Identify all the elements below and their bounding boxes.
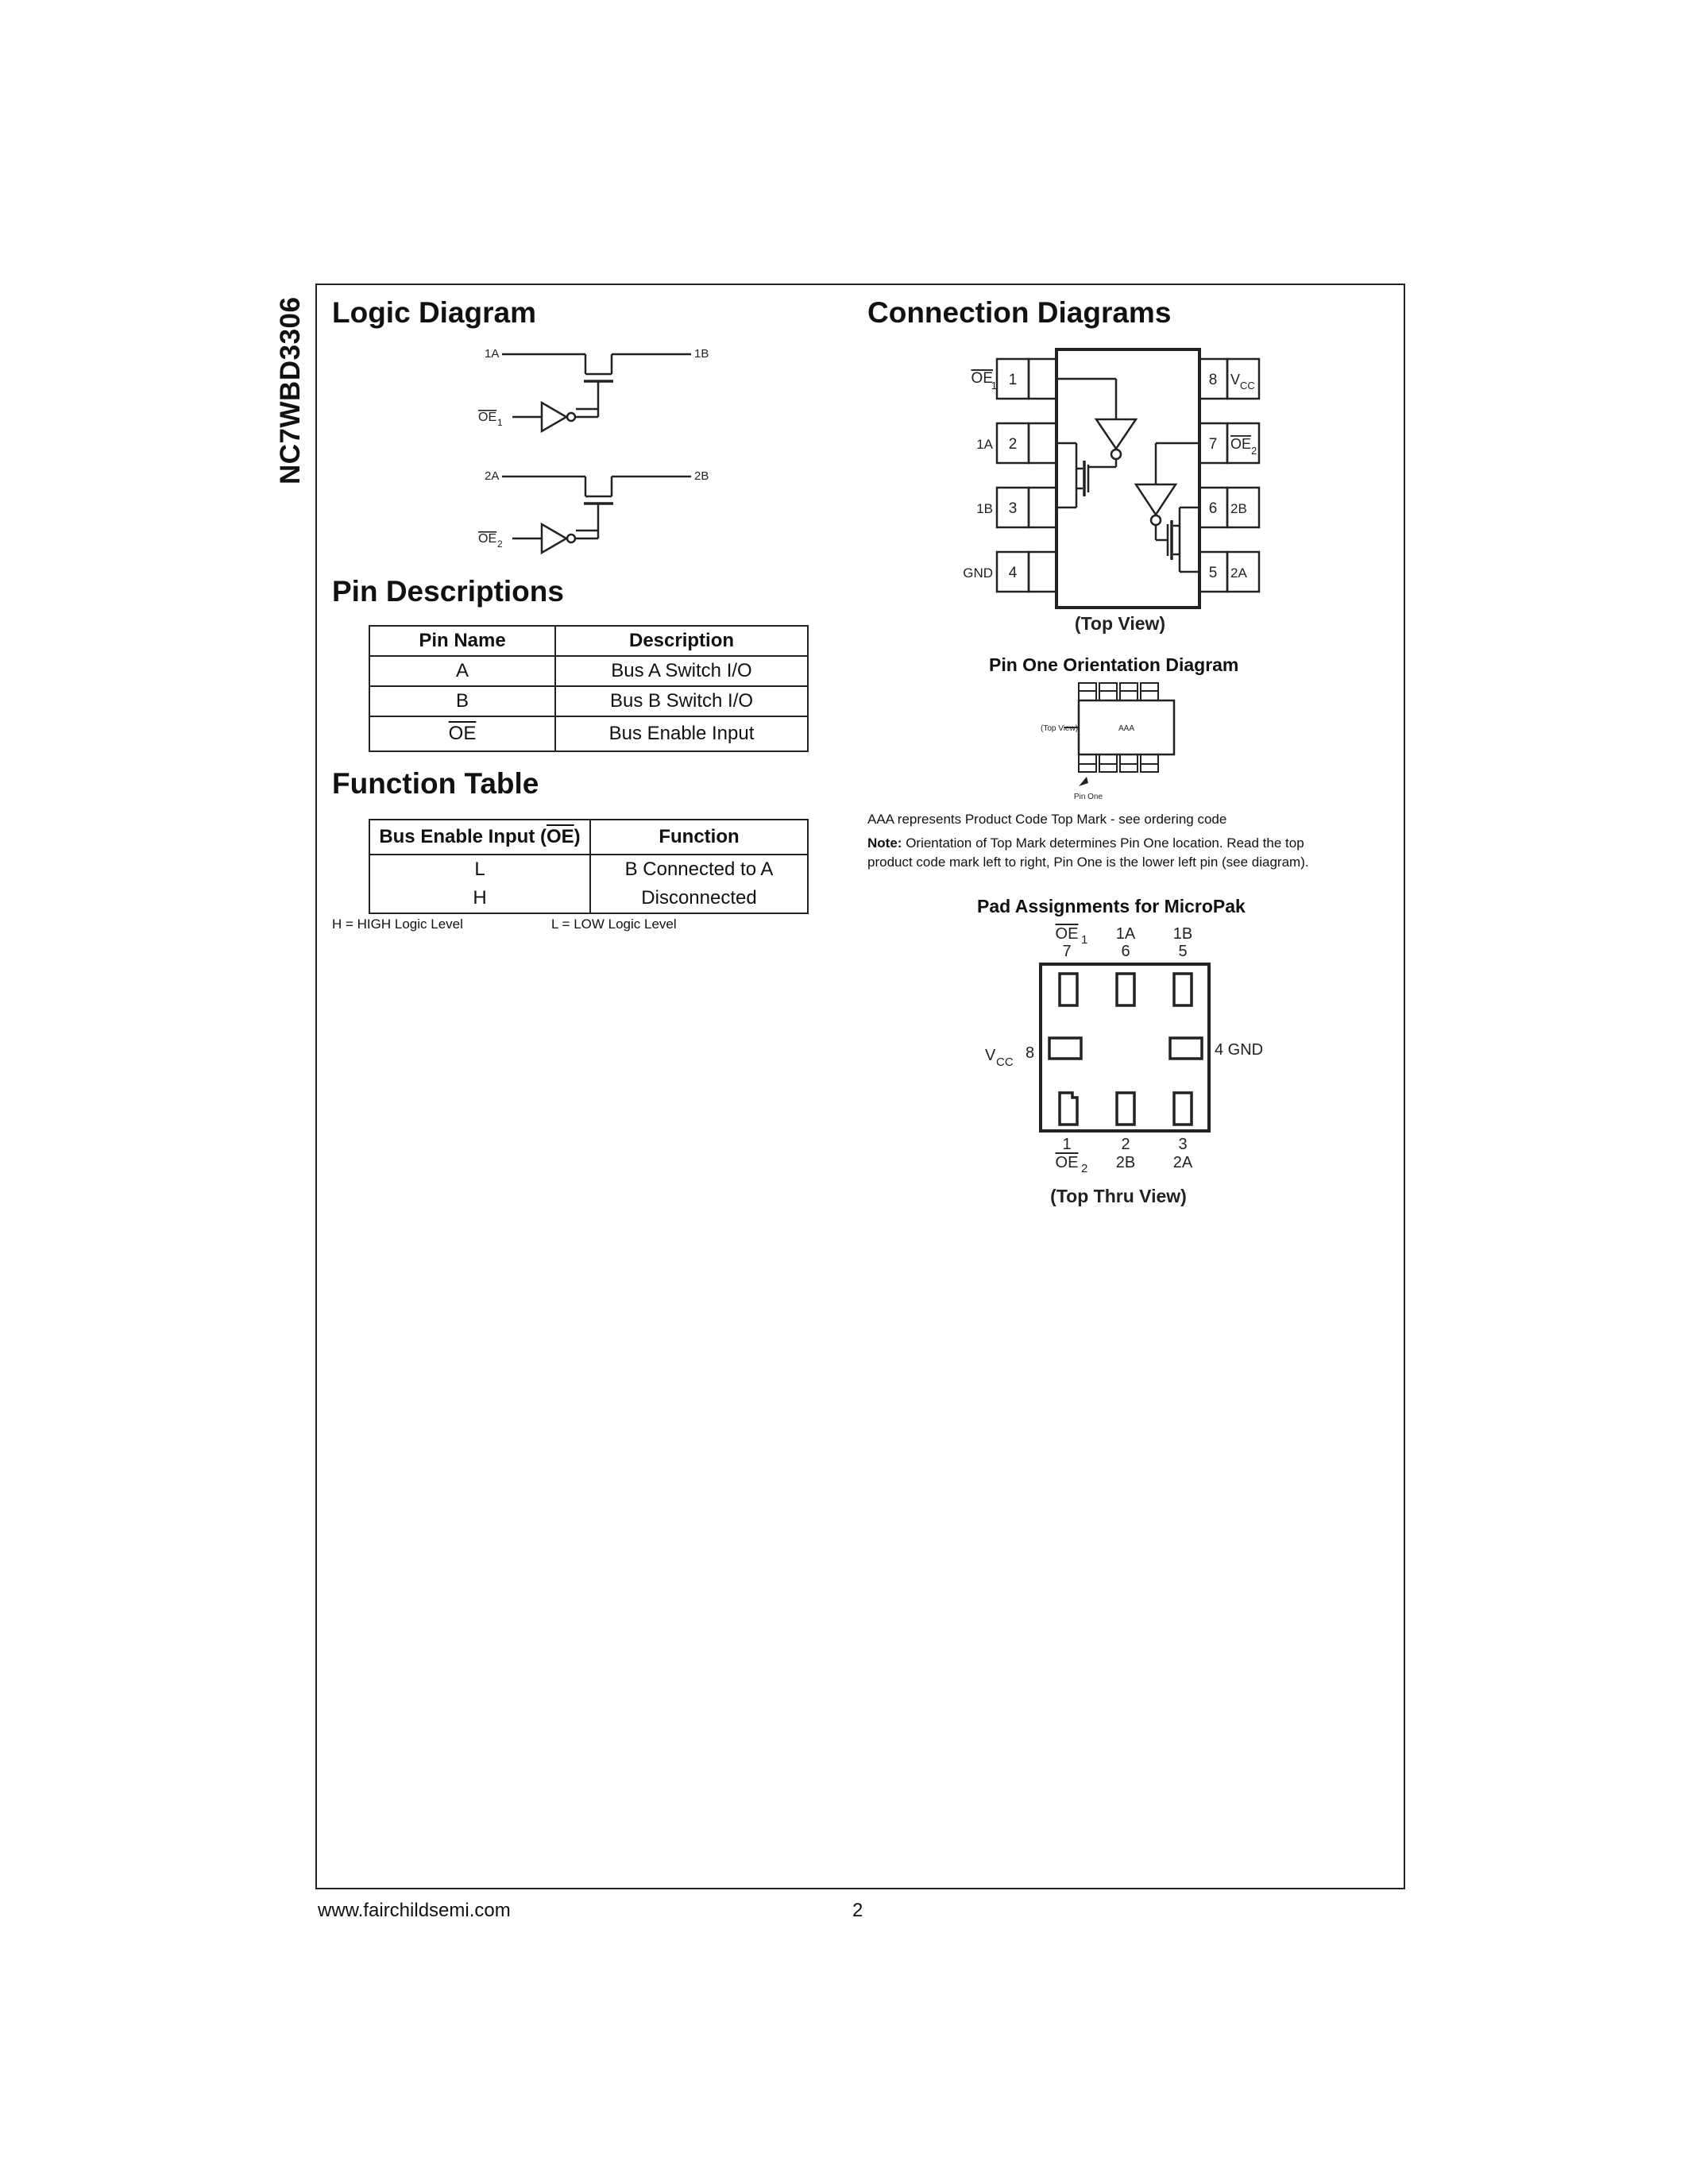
aaa-note: AAA represents Product Code Top Mark - see ordering code: [867, 812, 1227, 827]
pad-8-sub: CC: [996, 1055, 1014, 1069]
table-row: [369, 656, 808, 686]
right-pin-7-sub: 2: [1251, 445, 1257, 457]
pad-5-num: 5: [1178, 943, 1188, 960]
enable-cell: H: [369, 883, 590, 913]
left-pin-3-name: 1B: [976, 501, 993, 516]
orientation-note-line-2: product code mark left to right, Pin One is the lower left pin (see diagram).: [867, 855, 1309, 870]
pad-7-name: OE: [1055, 925, 1079, 943]
sw1-oe-sub: 1: [497, 417, 503, 428]
left-pin-4-num: 4: [1008, 565, 1018, 581]
pin-name-cell: A: [369, 656, 555, 686]
top-thru-view-label: (Top Thru View): [1050, 1186, 1187, 1206]
page-number: 2: [852, 1900, 863, 1921]
legend-high: H = HIGH Logic Level: [332, 916, 463, 932]
pad-7-sub: 1: [1081, 933, 1088, 947]
sw1-b-label: 1B: [694, 347, 709, 361]
pin-name-header: Pin Name: [369, 626, 555, 656]
right-pin-7-num: 7: [1208, 436, 1218, 453]
orientation-note-line-1: Note: Orientation of Top Mark determines Pin One location. Read the top: [867, 835, 1304, 851]
orientation-top-view: (Top View): [1041, 724, 1079, 733]
table-header-row: [369, 820, 808, 855]
side-title-text: NC7WBD3306: [275, 296, 306, 484]
pad-7-num: 7: [1062, 943, 1072, 960]
footer-url: www.fairchildsemi.com: [318, 1900, 511, 1921]
pad-8-name: V: [985, 1047, 996, 1064]
function-cell: B Connected to A: [590, 855, 808, 883]
function-header: Function: [590, 820, 808, 855]
left-pin-2-num: 2: [1008, 436, 1018, 453]
connection-diagram: [949, 341, 1307, 659]
logic-diagram: [461, 341, 723, 564]
sw2-a-label: 2A: [485, 469, 500, 483]
orientation-diagram: [1009, 681, 1215, 808]
switch-1: [502, 354, 691, 431]
micropak-diagram: [973, 923, 1291, 1217]
pad-8-num: 8: [1026, 1044, 1035, 1062]
pad-1-name: OE: [1055, 1154, 1079, 1171]
orientation-title: Pin One Orientation Diagram: [989, 654, 1239, 675]
sw2-oe-label: OE: [478, 532, 497, 546]
table-row: [369, 716, 808, 751]
pad-6-name: 1A: [1115, 925, 1136, 943]
right-pin-8-sub: CC: [1240, 380, 1255, 392]
function-cell: Disconnected: [590, 883, 808, 913]
sw2-b-label: 2B: [694, 469, 709, 483]
pad-1-num: 1: [1062, 1136, 1072, 1153]
right-pin-8-num: 8: [1208, 372, 1218, 388]
description-cell: Bus Enable Input: [555, 716, 808, 751]
pad-4-label: 4 GND: [1215, 1041, 1264, 1059]
left-pin-2-name: 1A: [976, 437, 993, 452]
pad-3-num: 3: [1178, 1136, 1188, 1153]
description-header: Description: [555, 626, 808, 656]
pin-descriptions-table: [369, 625, 809, 752]
micropak-title: Pad Assignments for MicroPak: [977, 896, 1246, 916]
description-cell: Bus A Switch I/O: [555, 656, 808, 686]
pad-1-sub: 2: [1081, 1162, 1088, 1175]
right-pin-6-name: 2B: [1230, 501, 1247, 516]
pad-2-num: 2: [1121, 1136, 1130, 1153]
left-pin-3-num: 3: [1008, 500, 1018, 517]
logic-diagram-title: Logic Diagram: [332, 296, 536, 329]
orientation-pin-one: Pin One: [1073, 793, 1103, 801]
table-row: [369, 855, 808, 883]
table-header-row: [369, 626, 808, 656]
sw1-oe-label: OE: [478, 411, 497, 424]
left-pin-1-num: 1: [1008, 372, 1018, 388]
left-pin-1-sub: 1: [991, 380, 997, 392]
left-pin-4-name: GND: [963, 565, 993, 581]
pin-name-cell: B: [369, 686, 555, 716]
sw2-oe-sub: 2: [497, 538, 503, 550]
bus-enable-header: Bus Enable Input $(\overline{OE})$: [369, 820, 590, 855]
pin-name-cell: $\overline{OE}$: [369, 716, 555, 751]
right-pin-5-name: 2A: [1230, 565, 1247, 581]
pad-6-num: 6: [1121, 943, 1130, 960]
table-row: [369, 883, 808, 913]
right-pin-5-num: 5: [1208, 565, 1218, 581]
connection-diagrams-title: Connection Diagrams: [867, 296, 1172, 329]
orientation-mark: AAA: [1118, 724, 1135, 733]
right-pin-6-num: 6: [1208, 500, 1218, 517]
legend-low: L = LOW Logic Level: [551, 916, 677, 932]
function-table-title: Function Table: [332, 767, 539, 800]
switch-2: [502, 477, 691, 553]
pad-2-name: 2B: [1115, 1154, 1136, 1171]
function-table: [369, 819, 809, 914]
right-pin-8-name: V: [1230, 372, 1241, 388]
description-cell: Bus B Switch I/O: [555, 686, 808, 716]
pad-3-name: 2A: [1172, 1154, 1193, 1171]
enable-cell: L: [369, 855, 590, 883]
right-pin-7-name: OE: [1230, 436, 1252, 452]
left-pin-1-name: OE: [971, 370, 993, 387]
pad-5-name: 1B: [1172, 925, 1193, 943]
top-view-label: (Top View): [1074, 613, 1166, 634]
pin-descriptions-title: Pin Descriptions: [332, 575, 564, 608]
side-title: [270, 286, 318, 492]
table-row: [369, 686, 808, 716]
sw1-a-label: 1A: [485, 347, 500, 361]
